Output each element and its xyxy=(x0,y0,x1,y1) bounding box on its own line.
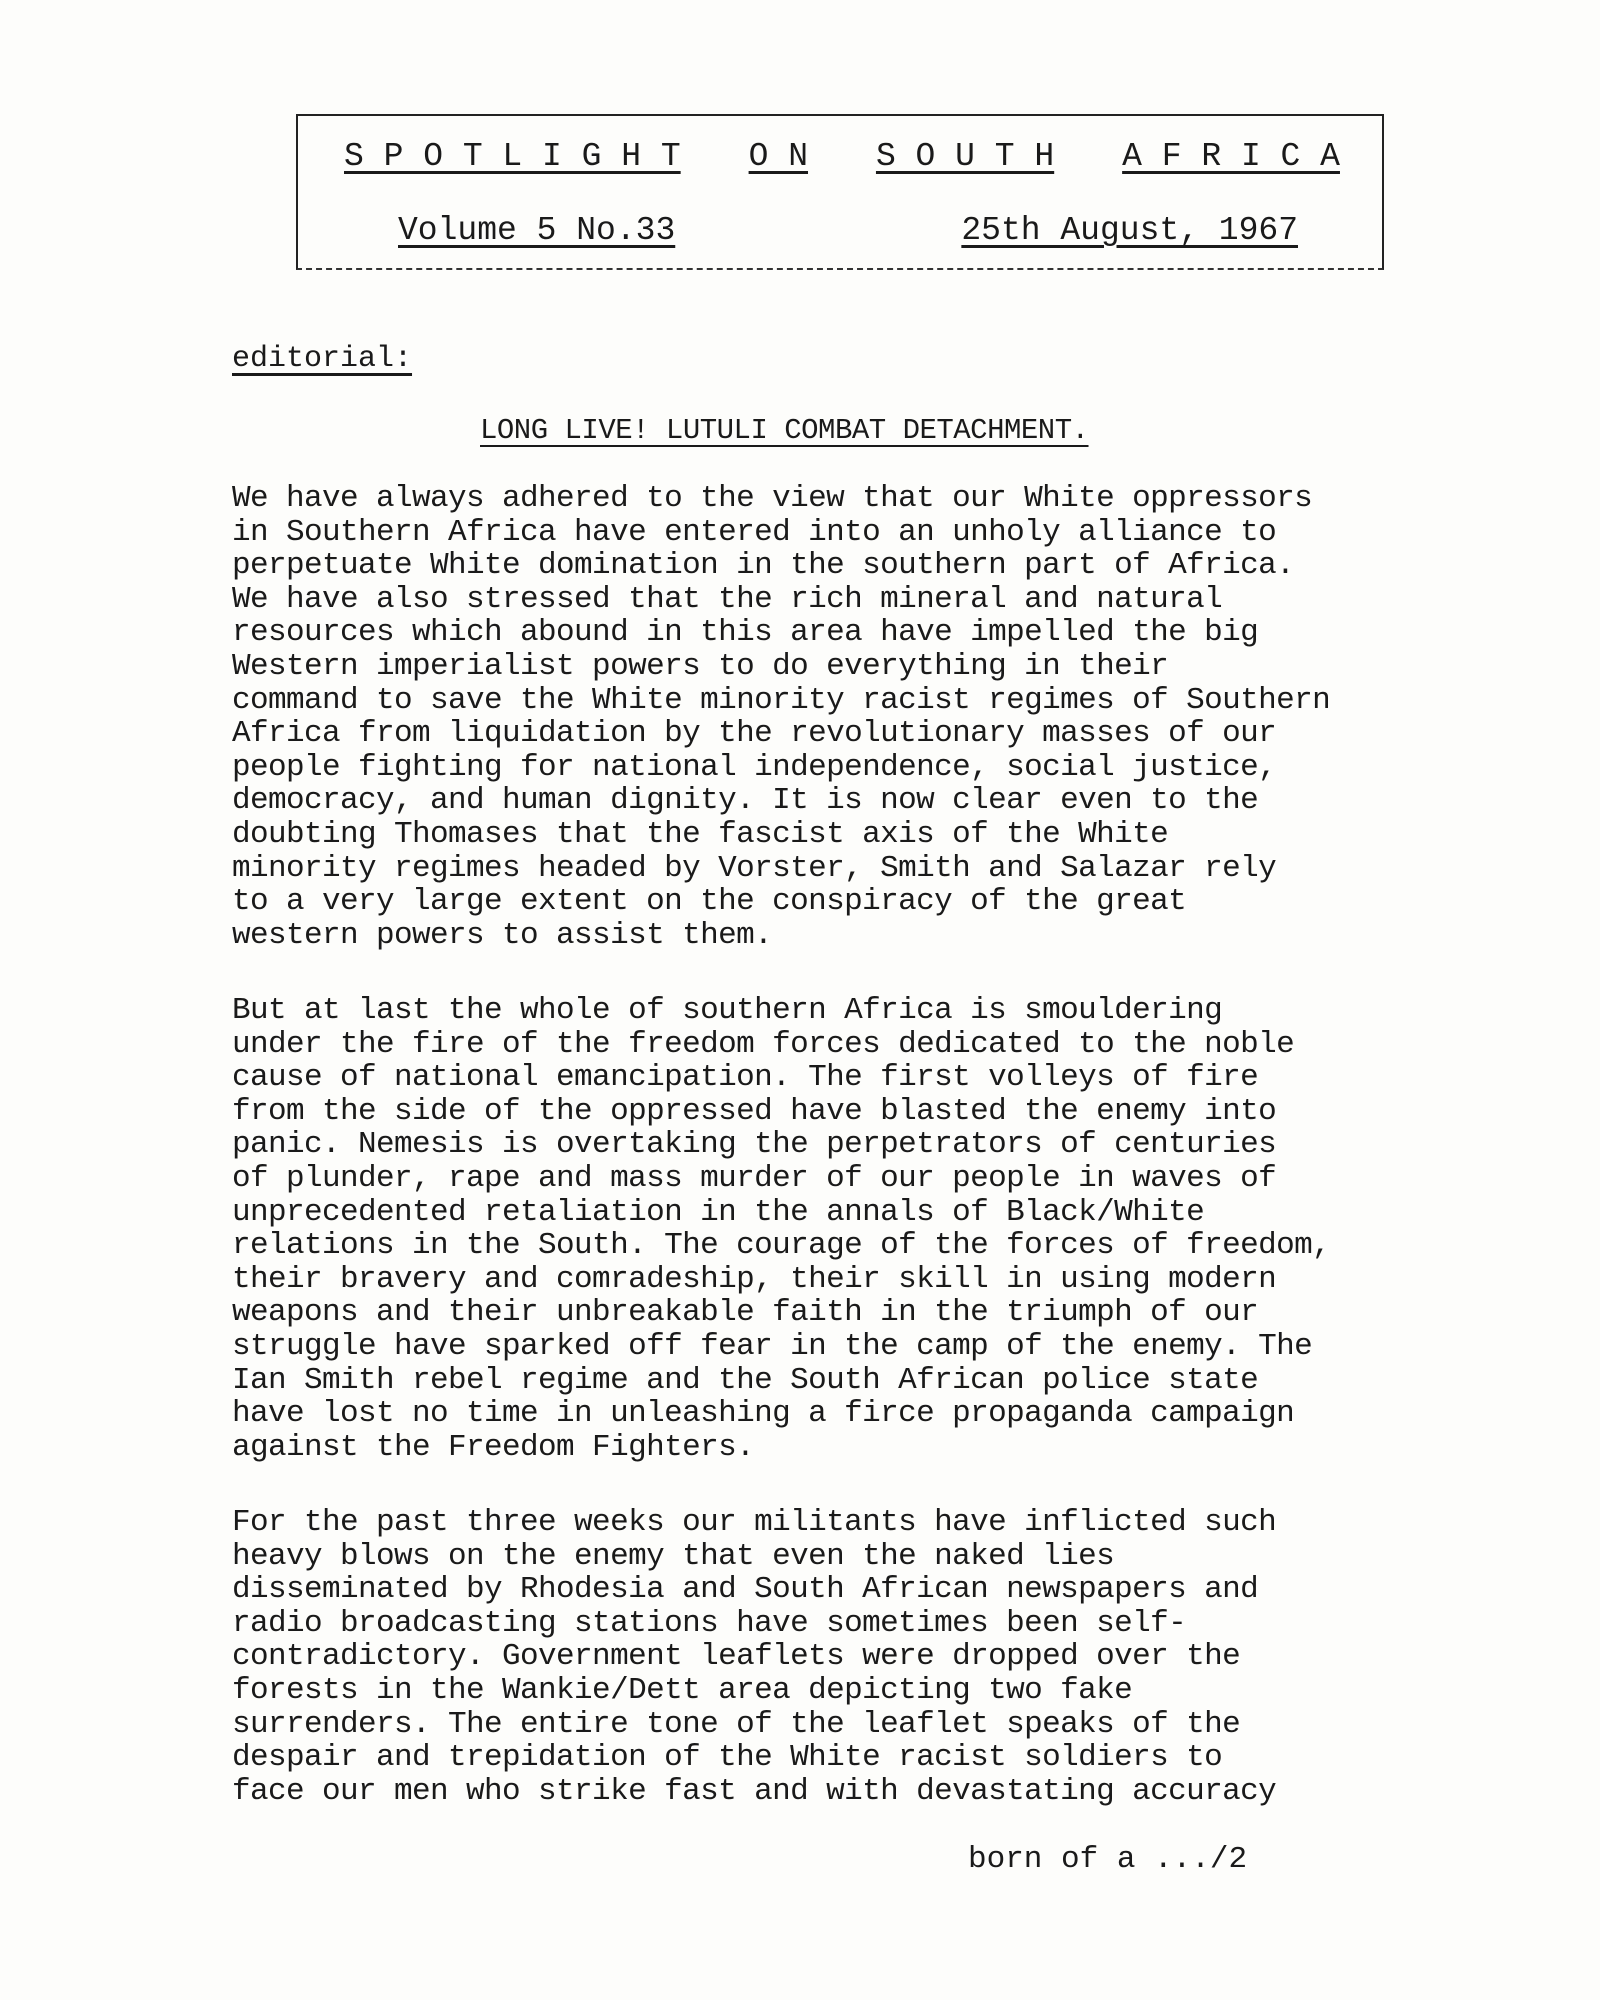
masthead-word-on: O N xyxy=(748,138,809,175)
body-paragraph-1: We have always adhered to the view that our White oppressors in Southern Africa have entered into an unholy alliance to perpetuate White domination in the southern part of Africa. We have also stressed that the rich mineral and natural resources which abound in this area have impelled the big Western imperialist powers to do everything in their command to save the White minority racist regimes of Southern Africa from liquidation by the revolutionary masses of our people fighting for national independence, social justice, democracy, and human dignity. It is now clear even to the doubting Thomases that the fascist axis of the White minority regimes headed by Vorster, Smith and Salazar rely to a very large extent on the conspiracy of the great western powers to assist them. xyxy=(232,481,1331,953)
masthead-word-spotlight: S P O T L I G H T xyxy=(344,138,681,175)
masthead-issue-line xyxy=(398,212,1298,249)
section-label: editorial: xyxy=(232,342,413,376)
page-title: LONG LIVE! LUTULI COMBAT DETACHMENT. xyxy=(480,414,1089,447)
volume-number: Volume 5 No.33 xyxy=(398,212,676,249)
issue-date: 25th August, 1967 xyxy=(961,212,1298,249)
body-paragraph-2: But at last the whole of southern Africa is smouldering under the fire of the freedom forces dedicated to the noble cause of national emancipation. The first volleys of fire from the side of the oppressed have blasted the enemy into panic. Nemesis is overtaking the perpetrators of centuries of plunder, rape and mass murder of our people in waves of unprecedented retaliation in the annals of Black/White relations in the South. The courage of the forces of freedom, their bravery and comradeship, their skill in using modern weapons and their unbreakable faith in the triumph of our struggle have sparked off fear in the camp of the enemy. The Ian Smith rebel regime and the South African police state have lost no time in unleashing a firce propaganda campaign against the Freedom Fighters. xyxy=(232,993,1331,1465)
masthead-word-south: S O U T H xyxy=(875,138,1055,175)
continuation-note: born of a .../2 xyxy=(968,1842,1248,1877)
body-paragraph-3: For the past three weeks our militants have inflicted such heavy blows on the enemy that even the naked lies disseminated by Rhodesia and South African newspapers and radio broadcasting stations have sometimes been self- contradictory. Government leaflets were dropped over the forests in the Wankie/Dett area depicting two fake surrenders. The entire tone of the leaflet speaks of the despair and trepidation of the White racist soldiers to face our men who strike fast and with devastating accuracy xyxy=(232,1505,1277,1809)
masthead-word-africa: A F R I C A xyxy=(1122,138,1340,175)
masthead-title xyxy=(298,138,1382,175)
masthead-box xyxy=(296,114,1384,270)
